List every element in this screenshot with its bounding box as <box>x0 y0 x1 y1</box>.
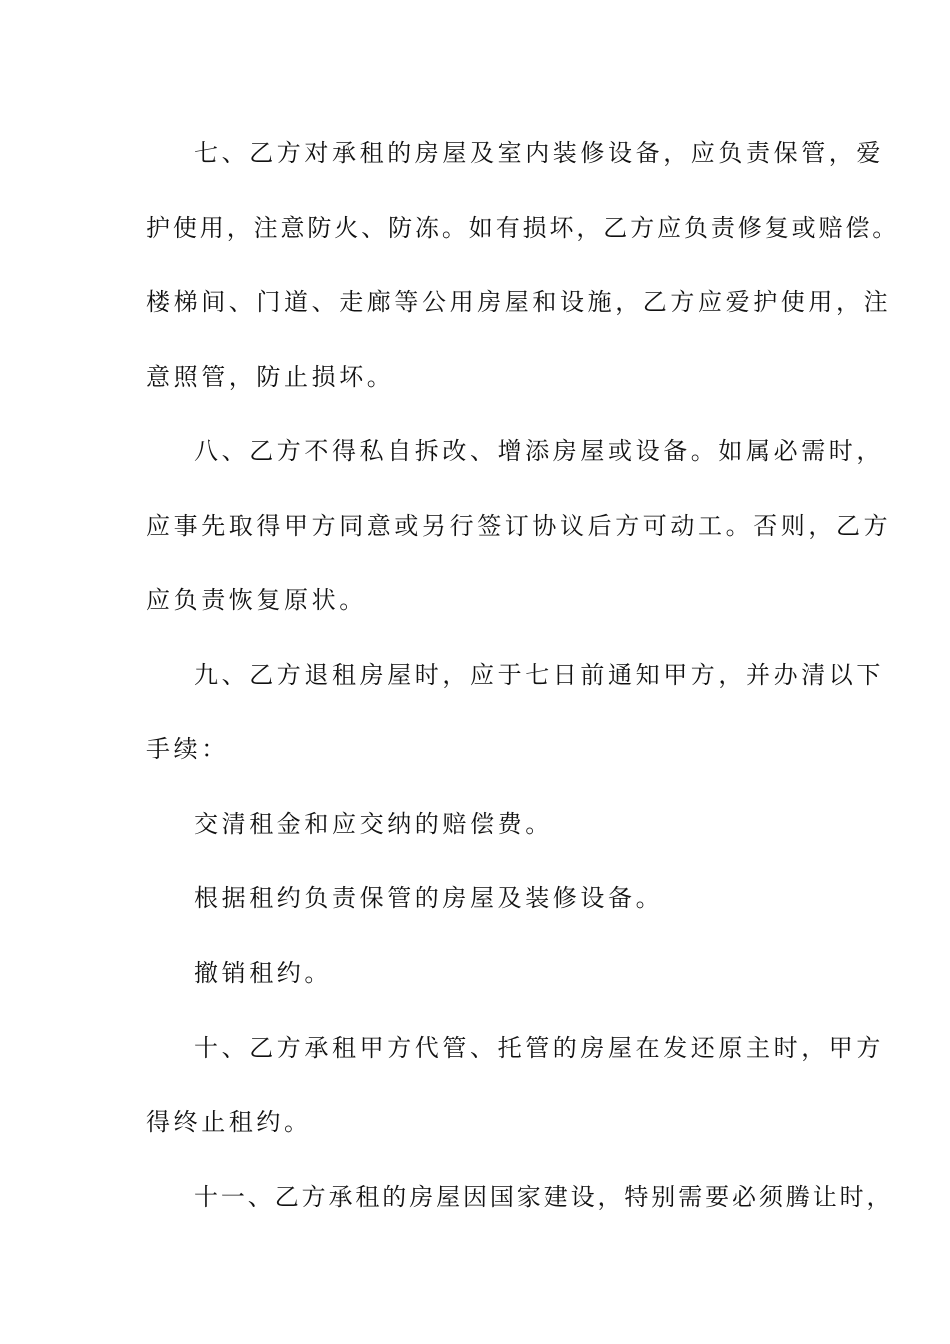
clause-9-line-2: 手续： <box>146 735 229 763</box>
clause-7-line-3: 楼梯间、门道、走廊等公用房屋和设施，乙方应爱护使用，注 <box>146 288 892 316</box>
clause-11-line-1: 十一、乙方承租的房屋因国家建设，特别需要必须腾让时， <box>194 1183 894 1211</box>
clause-7-line-4: 意照管，防止损坏。 <box>146 363 395 391</box>
clause-8-line-3: 应负责恢复原状。 <box>146 586 367 614</box>
clause-7-line-1: 七、乙方对承租的房屋及室内装修设备，应负责保管，爱 <box>194 139 884 167</box>
clause-10-line-2: 得终止租约。 <box>146 1108 312 1136</box>
clause-9-item-3: 撤销租约。 <box>194 959 332 987</box>
clause-8-line-2: 应事先取得甲方同意或另行签订协议后方可动工。否则，乙方 <box>146 512 892 540</box>
clause-9-line-1: 九、乙方退租房屋时，应于七日前通知甲方，并办清以下 <box>194 661 884 689</box>
clause-8-line-1: 八、乙方不得私自拆改、增添房屋或设备。如属必需时， <box>194 437 884 465</box>
clause-9-item-1: 交清租金和应交纳的赔偿费。 <box>194 810 553 838</box>
clause-9-item-2: 根据租约负责保管的房屋及装修设备。 <box>194 884 664 912</box>
clause-7-line-2: 护使用，注意防火、防冻。如有损坏，乙方应负责修复或赔偿。 <box>146 214 900 242</box>
clause-10-line-1: 十、乙方承租甲方代管、托管的房屋在发还原主时，甲方 <box>194 1034 884 1062</box>
